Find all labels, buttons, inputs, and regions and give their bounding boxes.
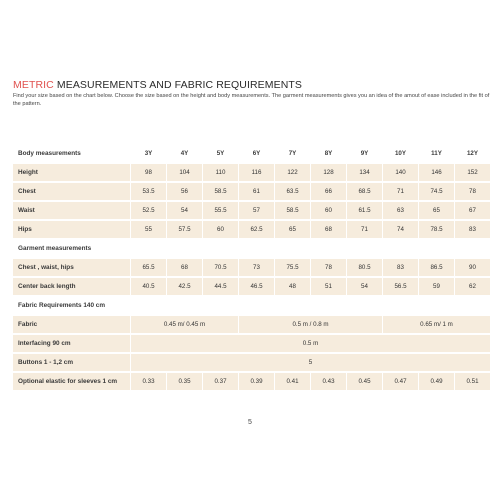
cell: 116 — [239, 164, 275, 183]
cell: 0.39 — [239, 373, 275, 392]
cell: 54 — [347, 278, 383, 297]
cell: 65 — [419, 202, 455, 221]
cell: 56.5 — [383, 278, 419, 297]
cell: 57.5 — [167, 221, 203, 240]
cell: 58.5 — [275, 202, 311, 221]
cell: 152 — [455, 164, 491, 183]
size-header: 12Y — [455, 145, 491, 164]
table-row-center-back-length — [13, 278, 491, 297]
table-row-chest-waist-hips — [13, 259, 491, 278]
row-label: Chest — [13, 183, 131, 202]
cell: 58.5 — [203, 183, 239, 202]
size-header: 4Y — [167, 145, 203, 164]
cell: 40.5 — [131, 278, 167, 297]
intro-text: Find your size based on the chart below. Choose the size based on the height and body measurements. The garment measurements gives you an idea of the amout of ease included in the fit of the pattern. — [13, 93, 490, 107]
cell: 74 — [383, 221, 419, 240]
fabric-requirements-label: Fabric Requirements 140 cm — [13, 297, 491, 316]
cell: 71 — [347, 221, 383, 240]
row-label: Interfacing 90 cm — [13, 335, 131, 354]
cell: 98 — [131, 164, 167, 183]
row-label: Optional elastic for sleeves 1 cm — [13, 373, 131, 392]
cell: 54 — [167, 202, 203, 221]
cell: 104 — [167, 164, 203, 183]
cell: 59 — [419, 278, 455, 297]
cell: 80.5 — [347, 259, 383, 278]
cell: 52.5 — [131, 202, 167, 221]
section-row-garment — [13, 240, 491, 259]
size-header: 7Y — [275, 145, 311, 164]
table-row-height — [13, 164, 491, 183]
cell: 0.35 — [167, 373, 203, 392]
cell: 48 — [275, 278, 311, 297]
cell: 60 — [311, 202, 347, 221]
cell: 63 — [383, 202, 419, 221]
cell: 65.5 — [131, 259, 167, 278]
cell: 0.45 — [347, 373, 383, 392]
cell: 67 — [455, 202, 491, 221]
size-header: 9Y — [347, 145, 383, 164]
cell: 140 — [383, 164, 419, 183]
cell: 78.5 — [419, 221, 455, 240]
cell: 5 — [131, 354, 491, 373]
cell: 55 — [131, 221, 167, 240]
cell: 0.41 — [275, 373, 311, 392]
table-row-interfacing — [13, 335, 491, 354]
cell: 0.49 — [419, 373, 455, 392]
size-header: 5Y — [203, 145, 239, 164]
cell: 62.5 — [239, 221, 275, 240]
cell: 90 — [455, 259, 491, 278]
cell: 83 — [455, 221, 491, 240]
cell: 122 — [275, 164, 311, 183]
cell: 56 — [167, 183, 203, 202]
cell: 68 — [167, 259, 203, 278]
cell: 0.51 — [455, 373, 491, 392]
table-row-buttons — [13, 354, 491, 373]
cell: 110 — [203, 164, 239, 183]
cell: 0.33 — [131, 373, 167, 392]
row-label: Height — [13, 164, 131, 183]
row-label: Center back length — [13, 278, 131, 297]
table-row-chest — [13, 183, 491, 202]
cell: 70.5 — [203, 259, 239, 278]
cell: 68.5 — [347, 183, 383, 202]
cell: 86.5 — [419, 259, 455, 278]
cell: 57 — [239, 202, 275, 221]
size-header: 11Y — [419, 145, 455, 164]
row-label: Buttons 1 - 1,2 cm — [13, 354, 131, 373]
table-row-waist — [13, 202, 491, 221]
cell: 60 — [203, 221, 239, 240]
cell: 0.43 — [311, 373, 347, 392]
row-label: Chest , waist, hips — [13, 259, 131, 278]
size-chart — [13, 145, 491, 392]
cell: 78 — [311, 259, 347, 278]
cell: 0.45 m/ 0.45 m — [131, 316, 239, 335]
page-number: 5 — [248, 419, 252, 426]
cell: 71 — [383, 183, 419, 202]
size-header: 10Y — [383, 145, 419, 164]
garment-measurements-label: Garment measurements — [13, 240, 491, 259]
cell: 75.5 — [275, 259, 311, 278]
cell: 62 — [455, 278, 491, 297]
cell: 78 — [455, 183, 491, 202]
cell: 68 — [311, 221, 347, 240]
cell: 0.37 — [203, 373, 239, 392]
table-row-fabric — [13, 316, 491, 335]
section-row-fabric — [13, 297, 491, 316]
cell: 46.5 — [239, 278, 275, 297]
cell: 53.5 — [131, 183, 167, 202]
cell: 73 — [239, 259, 275, 278]
cell: 66 — [311, 183, 347, 202]
cell: 0.65 m/ 1 m — [383, 316, 491, 335]
table-row-hips — [13, 221, 491, 240]
cell: 44.5 — [203, 278, 239, 297]
cell: 83 — [383, 259, 419, 278]
cell: 63.5 — [275, 183, 311, 202]
size-header: 8Y — [311, 145, 347, 164]
cell: 51 — [311, 278, 347, 297]
cell: 0.5 m / 0.8 m — [239, 316, 383, 335]
heading-text: MEASUREMENTS AND FABRIC REQUIREMENTS — [53, 79, 303, 91]
cell: 128 — [311, 164, 347, 183]
cell: 74.5 — [419, 183, 455, 202]
size-header: 3Y — [131, 145, 167, 164]
cell: 65 — [275, 221, 311, 240]
cell: 61.5 — [347, 202, 383, 221]
cell: 55.5 — [203, 202, 239, 221]
cell: 42.5 — [167, 278, 203, 297]
row-label: Waist — [13, 202, 131, 221]
page-heading — [13, 79, 302, 91]
body-measurements-label: Body measurements — [13, 145, 131, 164]
heading-accent: METRIC — [13, 79, 54, 91]
row-label: Hips — [13, 221, 131, 240]
cell: 134 — [347, 164, 383, 183]
row-label: Fabric — [13, 316, 131, 335]
cell: 146 — [419, 164, 455, 183]
table-row-elastic — [13, 373, 491, 392]
cell: 61 — [239, 183, 275, 202]
size-header-row — [13, 145, 491, 164]
size-header: 6Y — [239, 145, 275, 164]
cell: 0.5 m — [131, 335, 491, 354]
cell: 0.47 — [383, 373, 419, 392]
